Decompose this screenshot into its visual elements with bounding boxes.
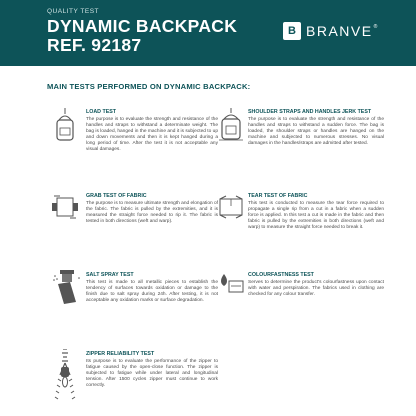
header-kicker: QUALITY TEST [47,8,99,15]
page-title: DYNAMIC BACKPACK [47,16,238,36]
test-name: TEAR TEST OF FABRIC [248,193,308,199]
test-tear [216,192,386,247]
test-description: The purpose is to evaluate the strength and resistance of the handles and straps to withstand a sudden force. The bag is loaded, the shoulder straps or handles are hanged on the machine and subjected to numerous stresses. No visual damages in the handles/straps are admitted after tested. [248,117,384,147]
product-reference: REF. 92187 [47,35,142,55]
section-title: MAIN TESTS PERFORMED ON DYNAMIC BACKPACK: [47,82,251,91]
jerk-test-icon [216,106,246,146]
brand-symbol: ® [373,24,378,30]
salt-spray-icon [50,268,84,308]
colourfastness-icon [216,268,246,298]
test-zipper [50,349,220,409]
test-name: SHOULDER STRAPS AND HANDLES JERK TEST [248,109,372,115]
test-name: LOAD TEST [86,109,117,115]
test-description: This test is conducted to measure the tear force required to propagate a single rip from a cut in a fabric when a sudden force is applied. In this test a cut is made in the fabric and then fabric is pulled by the extremities in both directions (weft and warp) to measure the straight force needed to break it. [248,201,384,231]
test-description: The purpose is to measure ultimate strength and elongation of the fabric. The fabric is pulled by the extremities, and it is measured the straight force needed to rip it. The fabric is tested in both directions (weft and warp). [86,201,218,225]
test-name: GRAB TEST OF FABRIC [86,193,147,199]
load-test-icon [50,106,80,146]
header-banner [0,0,416,66]
test-description: Its purpose is to evaluate the performance of the zipper to fatigue caused by the open-close function. The zipper is subjected to fatigue while under lateral and longitudinal tension. After 1500 cycles zipper must continue to work correctly. [86,359,218,389]
brand-mark-icon: B [283,22,301,40]
test-colourfastness [216,268,386,308]
test-grab [50,192,220,242]
tear-test-icon [216,192,246,222]
test-load [50,106,220,186]
test-name: COLOURFASTNESS TEST [248,272,314,278]
test-name: ZIPPER RELIABILITY TEST [86,351,155,357]
test-salt-spray [50,268,220,318]
test-jerk [216,106,386,186]
brand-logo [283,21,377,41]
test-description: The purpose is to evaluate the strength and resistance of the handles and straps to withstand a determinate weight. The bag is loaded, hanged in the machine and it is subjected to up and down movements and then it is kept hanged during a long period of time. After the test it is not acceptable any visual damages. [86,117,218,153]
test-name: SALT SPRAY TEST [86,272,134,278]
zipper-icon [50,349,80,407]
grab-test-icon [50,192,80,222]
test-description: Serves to determine the product's colourfastness upon contact with water and perspiration. The fabrics used in clothing are checked for any colour transfer. [248,280,384,298]
brand-name: BRANVE [306,23,373,39]
test-description: This test is made to all metallic pieces to establish the tendency of surfaces towards oxidation or damage to the finish due to salt spray during 24h. After testing, it is not acceptable any oxidation marks or surface degradation. [86,280,218,304]
